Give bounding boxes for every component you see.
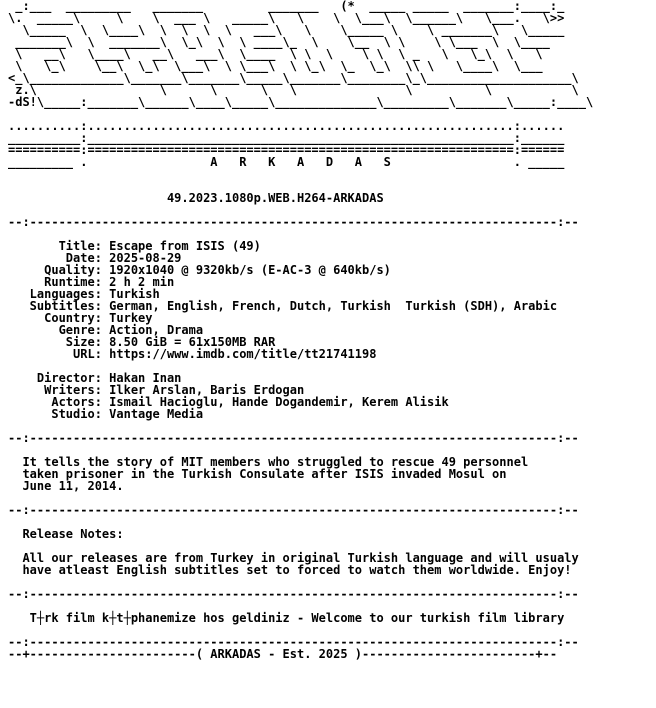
- nfo-line: --:-------------------------------------------------------------------------:--: [8, 215, 579, 229]
- nfo-line: All our releases are from Turkey in original Turkish language and will usualy: [8, 551, 579, 565]
- nfo-line: \ __\ \____\ __\ ___\ \____ \ \ \ \ \ \ _ \ \_\ \ \: [8, 47, 543, 61]
- nfo-line: It tells the story of MIT members who struggled to rescue 49 personnel: [8, 455, 529, 469]
- nfo-line: --:-------------------------------------------------------------------------:--: [8, 431, 579, 445]
- nfo-line: <_\_____________\_______\_______\_____\_______\________\_\____________________\: [8, 71, 579, 85]
- nfo-line: ==========:===========================================================:======: [8, 143, 565, 157]
- nfo-line: have atleast English subtitles set to forced to watch them worldwide. Enjoy!: [8, 563, 572, 577]
- nfo-line: Writers: Ilker Arslan, Baris Erdogan: [8, 383, 305, 397]
- nfo-line: June 11, 2014.: [8, 479, 124, 493]
- nfo-line: Studio: Vantage Media: [8, 407, 204, 421]
- nfo-line: Subtitles: German, English, French, Dutch, Turkish Turkish (SDH), Arabic: [8, 299, 558, 313]
- nfo-line: --:-------------------------------------------------------------------------:--: [8, 635, 579, 649]
- nfo-line: Director: Hakan Inan: [8, 371, 182, 385]
- nfo-line: Runtime: 2 h 2 min: [8, 275, 175, 289]
- nfo-line: Quality: 1920x1040 @ 9320kb/s (E-AC-3 @ 640kb/s): [8, 263, 391, 277]
- nfo-line: Title: Escape from ISIS (49): [8, 239, 261, 253]
- nfo-line: Country: Turkey: [8, 311, 153, 325]
- nfo-line: -dS!\_____:_______\______\____\_____\______________\_________\_______\_____:____\: [8, 95, 594, 109]
- nfo-line: Release Notes:: [8, 527, 124, 541]
- nfo-line: taken prisoner in the Turkish Consulate after ISIS invaded Mosul on: [8, 467, 507, 481]
- nfo-line: _:___ _________ _______ _______ (* _____ _____ _______:____:_: [8, 0, 565, 13]
- nfo-line: \ \_\ \__\ \_\ \___\ \ \___\ \ \_\ \_ \_\ \\ \ \____\ \___: [8, 59, 543, 73]
- nfo-line: \. _____\ \ \ ___ \ _____\ \ \ \___\ \______\ \___. \>>: [8, 11, 565, 25]
- nfo-line: Size: 8.50 GiB = 61x150MB RAR: [8, 335, 276, 349]
- nfo-line: Actors: Ismail Hacioglu, Hande Dogandemir, Kerem Alisik: [8, 395, 449, 409]
- nfo-line: __________:___________________________________________________________:______: [8, 131, 565, 145]
- nfo-line: z.\ \ \ \ \ \ \ \: [8, 83, 579, 97]
- nfo-line: [8, 168, 656, 180]
- nfo-line: ..........:...........................................................:......: [8, 119, 565, 133]
- nfo-line: Genre: Action, Drama: [8, 323, 204, 337]
- nfo-line: --+-----------------------( ARKADAS - Est. 2025 )------------------------+--: [8, 647, 558, 661]
- nfo-line: \_____ \ \____\ \ \ \ \ ___\ \ \_____ \ \ _______\ \_____: [8, 23, 565, 37]
- nfo-line: --:-------------------------------------------------------------------------:--: [8, 503, 579, 517]
- nfo-line: _______\ \ _______\ \_\ \ \ ____\_ \ \__ \ \ \ \___ \ \____: [8, 35, 550, 49]
- nfo-line: 49.2023.1080p.WEB.H264-ARKADAS: [8, 191, 384, 205]
- nfo-line: URL: https://www.imdb.com/title/tt21741198: [8, 347, 377, 361]
- nfo-line: Date: 2025-08-29: [8, 251, 182, 265]
- nfo-line: --:-------------------------------------------------------------------------:--: [8, 587, 579, 601]
- nfo-line: _________ . A R K A D A S . _____: [8, 155, 565, 169]
- nfo-line: Languages: Turkish: [8, 287, 160, 301]
- nfo-line: T┼rk film k┼t┼phanemize hos geldiniz - Welcome to our turkish film library: [8, 611, 565, 625]
